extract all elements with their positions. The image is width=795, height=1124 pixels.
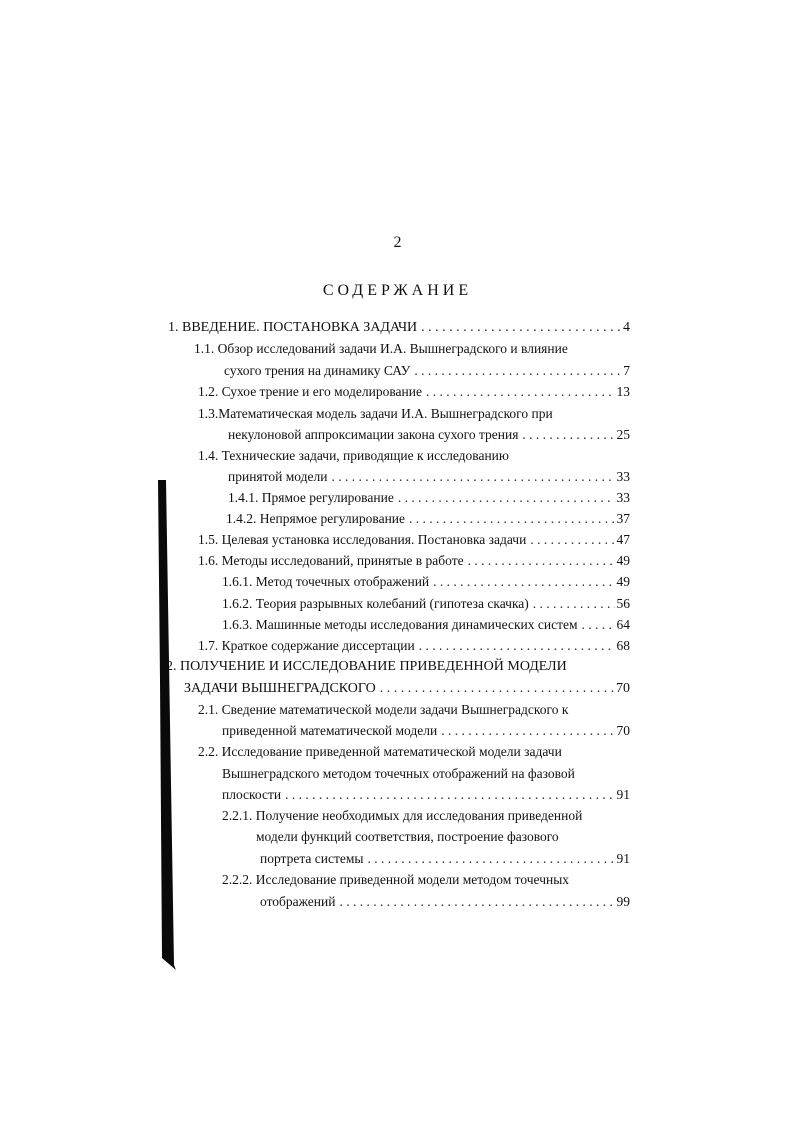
toc-entry-page: 4 xyxy=(623,320,630,335)
leader-dots xyxy=(327,468,614,486)
leader-dots xyxy=(364,850,615,868)
toc-entry-title: 1.6.1. Метод точечных отображений xyxy=(222,574,430,589)
toc-entry xyxy=(198,743,630,761)
toc-entry xyxy=(198,637,630,655)
toc-entry xyxy=(168,319,630,337)
toc-entry-title: ЗАДАЧИ ВЫШНЕГРАДСКОГО xyxy=(184,681,376,696)
toc-entry xyxy=(222,871,630,889)
toc-entry xyxy=(228,489,630,507)
toc-entry-page: 25 xyxy=(616,427,630,442)
toc-entry-page: 7 xyxy=(623,363,630,378)
toc-entry-page: 47 xyxy=(616,532,630,547)
toc-entry-title: принятой модели xyxy=(228,469,328,484)
toc-entry-title: 1.2. Сухое трение и его моделирование xyxy=(198,384,422,399)
leader-dots xyxy=(529,595,615,613)
toc-entry xyxy=(166,658,630,676)
toc-entry-title: портрета системы xyxy=(260,851,364,866)
toc-entry-title: отображений xyxy=(260,894,336,909)
toc-entry xyxy=(222,786,630,804)
toc-entry-title: 1.4.2. Непрямое регулирование xyxy=(226,511,406,526)
toc-entry-title: 1.4. Технические задачи, приводящие к исследованию xyxy=(198,448,509,463)
toc-entry-title: 2.2.1. Получение необходимых для исследования приведенной xyxy=(222,808,583,823)
page-number: 2 xyxy=(393,234,402,251)
leader-dots xyxy=(335,893,614,911)
toc-entry-title: 1.3.Математическая модель задачи И.А. Вышнеградского при xyxy=(198,406,553,421)
toc-entry-title: 1.6.3. Машинные методы исследования динамических систем xyxy=(222,617,578,632)
toc-entry-page: 49 xyxy=(616,553,630,568)
toc-entry xyxy=(222,807,630,825)
toc-entry xyxy=(198,531,630,549)
toc-entry-page: 64 xyxy=(616,617,630,632)
toc-entry-title: 1. ВВЕДЕНИЕ. ПОСТАНОВКА ЗАДАЧИ xyxy=(168,320,418,335)
toc-entry-title: сухого трения на динамику САУ xyxy=(224,363,411,378)
toc-entry-title: 2. ПОЛУЧЕНИЕ И ИССЛЕДОВАНИЕ ПРИВЕДЕННОЙ МОДЕЛИ xyxy=(166,659,567,674)
toc-entry-title: 1.6. Методы исследований, принятые в работе xyxy=(198,553,464,568)
toc-entry-title: некулоновой аппроксимации закона сухого трения xyxy=(228,427,519,442)
page-title: СОДЕРЖАНИЕ xyxy=(322,282,473,299)
toc-entry-title: 1.6.2. Теория разрывных колебаний (гипотеза скачка) xyxy=(222,596,529,611)
toc-entry-page: 56 xyxy=(616,596,630,611)
toc-entry-title: 1.4.1. Прямое регулирование xyxy=(228,490,394,505)
leader-dots xyxy=(376,680,614,698)
toc-entry xyxy=(226,510,630,528)
toc-entry xyxy=(198,701,630,719)
toc-entry xyxy=(198,405,630,423)
toc-entry xyxy=(228,468,630,486)
toc-entry xyxy=(184,680,630,698)
leader-dots xyxy=(429,573,614,591)
leader-dots xyxy=(417,319,621,337)
toc-entry-title: 1.5. Целевая установка исследования. Постановка задачи xyxy=(198,532,527,547)
leader-dots xyxy=(405,510,614,528)
leader-dots xyxy=(394,489,615,507)
leader-dots xyxy=(281,786,614,804)
toc-entry-page: 68 xyxy=(616,638,630,653)
toc-entry-title: 1.1. Обзор исследований задачи И.А. Вышнеградского и влияние xyxy=(194,341,568,356)
toc-entry-title: приведенной математической модели xyxy=(222,723,438,738)
leader-dots xyxy=(526,531,614,549)
toc-entry xyxy=(222,722,630,740)
toc-entry-page: 37 xyxy=(616,511,630,526)
toc-entry xyxy=(222,595,630,613)
toc-entry-page: 70 xyxy=(616,723,630,738)
toc-entry-page: 33 xyxy=(616,469,630,484)
toc-entry-title: 2.1. Сведение математической модели задачи Вышнеградского к xyxy=(198,702,569,717)
toc-entry-page: 70 xyxy=(616,681,630,696)
leader-dots xyxy=(422,383,615,401)
toc-entry-title: плоскости xyxy=(222,787,282,802)
toc-entry-page: 99 xyxy=(616,894,630,909)
toc-entry-page: 91 xyxy=(616,787,630,802)
toc-entry xyxy=(224,362,630,380)
toc-entry xyxy=(256,828,630,846)
leader-dots xyxy=(437,722,614,740)
toc-entry-page: 91 xyxy=(616,851,630,866)
leader-dots xyxy=(415,637,615,655)
toc-entry xyxy=(260,893,630,911)
toc-entry-title: 2.2.2. Исследование приведенной модели методом точечных xyxy=(222,872,570,887)
leader-dots xyxy=(464,552,615,570)
toc-entry-title: Вышнеградского методом точечных отображений на фазовой xyxy=(222,766,575,781)
toc-entry xyxy=(222,573,630,591)
toc-entry-title: модели функций соответствия, построение фазового xyxy=(256,829,559,844)
toc-entry-page: 13 xyxy=(616,384,630,399)
leader-dots xyxy=(410,362,621,380)
toc-entry xyxy=(228,426,630,444)
toc-entry xyxy=(198,552,630,570)
toc-entry xyxy=(260,850,630,868)
toc-entry xyxy=(194,340,630,358)
leader-dots xyxy=(518,426,614,444)
toc-entry-title: 2.2. Исследование приведенной математической модели задачи xyxy=(198,744,562,759)
toc-entry-page: 33 xyxy=(616,490,630,505)
toc-entry xyxy=(198,383,630,401)
toc-entry xyxy=(222,616,630,634)
toc-entry xyxy=(222,765,630,783)
toc-entry-page: 49 xyxy=(616,574,630,589)
toc-entry xyxy=(198,447,630,465)
leader-dots xyxy=(578,616,615,634)
toc-entry-title: 1.7. Краткое содержание диссертации xyxy=(198,638,415,653)
